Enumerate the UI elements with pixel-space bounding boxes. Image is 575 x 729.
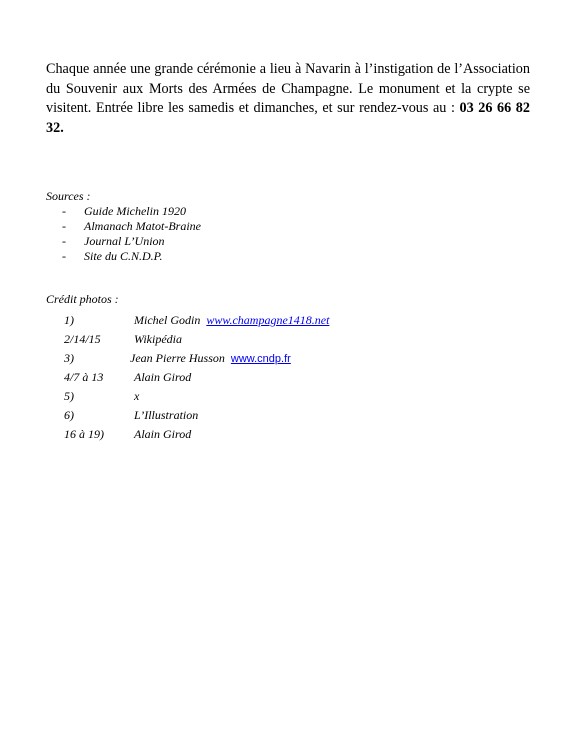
- credit-number: 4/7 à 13: [64, 370, 104, 384]
- list-item: [62, 234, 201, 249]
- credit-author: [130, 351, 291, 366]
- list-item: [62, 219, 201, 234]
- source-label: Guide Michelin 1920: [84, 204, 186, 218]
- list-item: [62, 249, 201, 264]
- phone-number: 03 26 66 82 32.: [46, 100, 530, 136]
- bullet-dash: -: [62, 204, 66, 218]
- intro-paragraph: [46, 60, 530, 138]
- intro-text: Chaque année une grande cérémonie a lieu à Navarin à l’instigation de l’Association du Souvenir aux Morts des Armées de Champagne. Le monument et la crypte se visitent. Entrée libre les samedis et dimanches, et sur rendez-vous au :: [46, 61, 530, 116]
- credit-author-name: x: [134, 389, 140, 403]
- source-label: Site du C.N.D.P.: [84, 249, 163, 263]
- sources-list: [62, 204, 201, 264]
- credit-author-name: Wikipédia: [134, 332, 182, 346]
- credit-author-name: Jean Pierre Husson: [130, 351, 225, 365]
- credit-author: [134, 313, 329, 328]
- bullet-dash: -: [62, 249, 66, 263]
- source-label: Almanach Matot-Braine: [84, 219, 201, 233]
- credit-author-name: L’Illustration: [134, 408, 199, 422]
- credit-author-name: Michel Godin: [134, 313, 201, 327]
- sources-heading: Sources :: [46, 189, 91, 203]
- credit-number: 5): [64, 389, 74, 403]
- credit-number: 2/14/15: [64, 332, 101, 346]
- credit-author-name: Alain Girod: [134, 427, 192, 441]
- credit-number: 1): [64, 313, 74, 327]
- bullet-dash: -: [62, 234, 66, 248]
- source-label: Journal L’Union: [84, 234, 165, 248]
- credits-heading: Crédit photos :: [46, 292, 119, 306]
- bullet-dash: -: [62, 219, 66, 233]
- cndp-link[interactable]: www.cndp.fr: [230, 353, 291, 365]
- champagne1418-link[interactable]: www.champagne1418.net: [206, 313, 330, 327]
- credit-author-name: Alain Girod: [134, 370, 192, 384]
- list-item: [62, 204, 201, 219]
- credit-number: 16 à 19): [64, 427, 104, 441]
- credit-number: 3): [64, 351, 74, 365]
- credit-number: 6): [64, 408, 74, 422]
